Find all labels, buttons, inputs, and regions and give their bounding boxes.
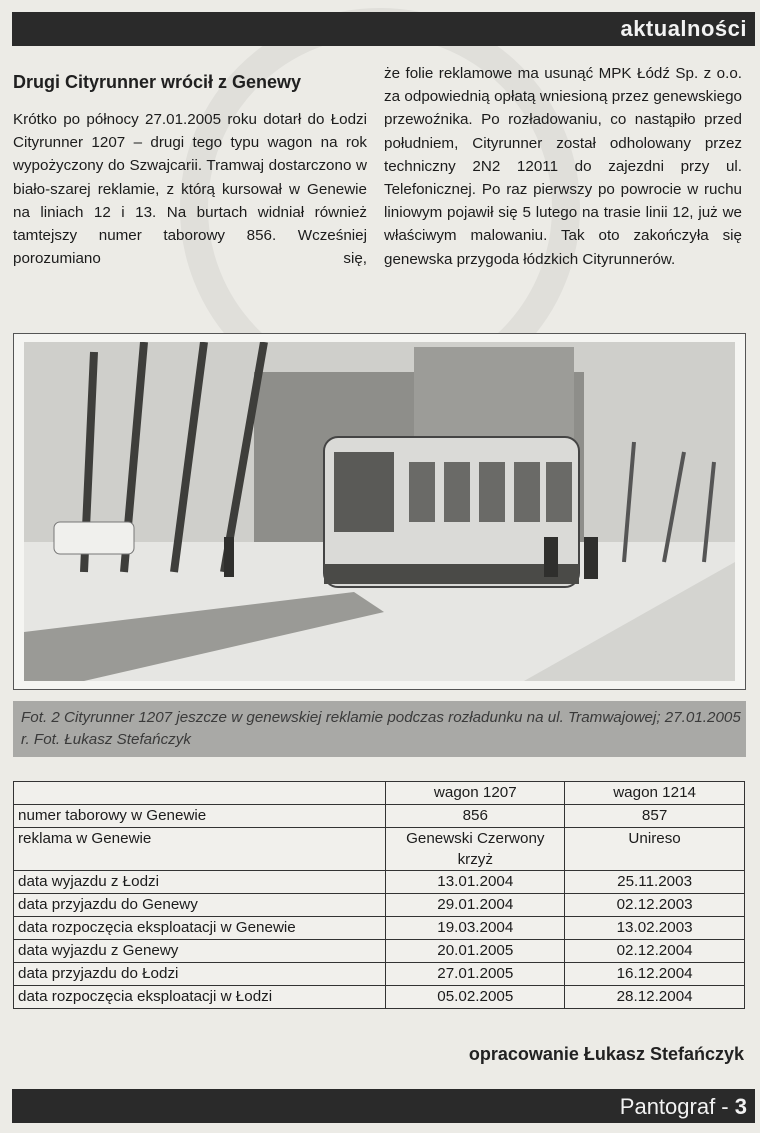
table-cell: 856 — [386, 805, 565, 828]
table-cell: 29.01.2004 — [386, 894, 565, 917]
table-cell: Unireso — [565, 828, 745, 871]
table-cell: data przyjazdu do Genewy — [14, 894, 386, 917]
article-title: Drugi Cityrunner wrócił z Genewy — [13, 72, 302, 92]
footer-label — [620, 1094, 747, 1120]
table-cell: data rozpoczęcia eksploatacji w Łodzi — [14, 986, 386, 1009]
table-header-cell: wagon 1207 — [386, 782, 565, 805]
magazine-name: Pantograf — [619, 1094, 716, 1119]
table-cell: 13.01.2004 — [386, 871, 565, 894]
table-row — [14, 871, 745, 894]
table-cell: reklama w Genewie — [14, 828, 386, 871]
table-header-row — [14, 782, 745, 805]
article-paragraph-left: Krótko po północy 27.01.2005 roku dotarł do Łodzi Cityrunner 1207 – drugi tego typu wagon na rok wypożyczony do Szwajcarii. Tramwaj dostarczono w biało-szarej reklamie, z którą kursował w Genewie na liniach 12 i 13. Na burtach widniał również tamtejszy numer taborowy 856. Wcześniej porozumiano się, — [13, 111, 367, 268]
page-number: 3 — [734, 1094, 747, 1119]
tram-photo — [24, 342, 735, 681]
table-cell: 19.03.2004 — [386, 917, 565, 940]
table-row — [14, 805, 745, 828]
table-row — [14, 963, 745, 986]
table-cell: numer taborowy w Genewie — [14, 805, 386, 828]
table-row — [14, 940, 745, 963]
tram-photo-illustration — [24, 342, 735, 681]
table-cell: 02.12.2003 — [565, 894, 745, 917]
table-row — [14, 917, 745, 940]
table-cell: 20.01.2005 — [386, 940, 565, 963]
table-cell: data rozpoczęcia eksploatacji w Genewie — [14, 917, 386, 940]
footer-separator: - — [715, 1094, 735, 1119]
table-cell: 02.12.2004 — [565, 940, 745, 963]
table-cell: 05.02.2005 — [386, 986, 565, 1009]
table-cell: 25.11.2003 — [565, 871, 745, 894]
footer-bar — [12, 1089, 755, 1123]
byline: opracowanie Łukasz Stefańczyk — [468, 1044, 744, 1064]
section-header-bar — [12, 12, 755, 46]
table-cell: data wyjazdu z Łodzi — [14, 871, 386, 894]
table-cell: 16.12.2004 — [565, 963, 745, 986]
photo-frame — [13, 333, 746, 690]
table-header-cell — [14, 782, 386, 805]
section-label: aktualności — [620, 16, 747, 41]
tram-data-table — [13, 781, 745, 1009]
article-left-column — [13, 62, 367, 270]
table-cell: 857 — [565, 805, 745, 828]
table-cell: data przyjazdu do Łodzi — [14, 963, 386, 986]
table-cell: data wyjazdu z Genewy — [14, 940, 386, 963]
table-row — [14, 894, 745, 917]
photo-caption-box — [13, 701, 746, 757]
table-header-cell: wagon 1214 — [565, 782, 745, 805]
table-cell: Genewski Czerwony krzyż — [386, 828, 565, 871]
table-row — [14, 986, 745, 1009]
article-paragraph-right: że folie reklamowe ma usunąć MPK Łódź Sp. z o.o. za odpowiednią opłatą wniesioną przez genewskiego przewoźnika. Po rozładowaniu, co nastąpiło przed południem, Cityrunner został odholowany przez techniczny 2N2 12011 do zajezdni przy ul. Telefonicznej. Po raz pierwszy po powrocie w ruchu liniowym pojawił się 5 lutego na trasie linii 12, już we właściwym malowaniu. Tak oto zakończyła się genewska przygoda łódzkich Cityrunnerów. — [384, 65, 742, 268]
photo-caption: Fot. 2 Cityrunner 1207 jeszcze w genewskiej reklamie podczas rozładunku na ul. Tramwajowej; 27.01.2005 r. Fot. Łukasz Stefańczyk — [21, 709, 741, 748]
article-right-column — [384, 62, 742, 271]
table-cell: 27.01.2005 — [386, 963, 565, 986]
table-row — [14, 828, 745, 871]
table-cell: 28.12.2004 — [565, 986, 745, 1009]
table-cell: 13.02.2003 — [565, 917, 745, 940]
